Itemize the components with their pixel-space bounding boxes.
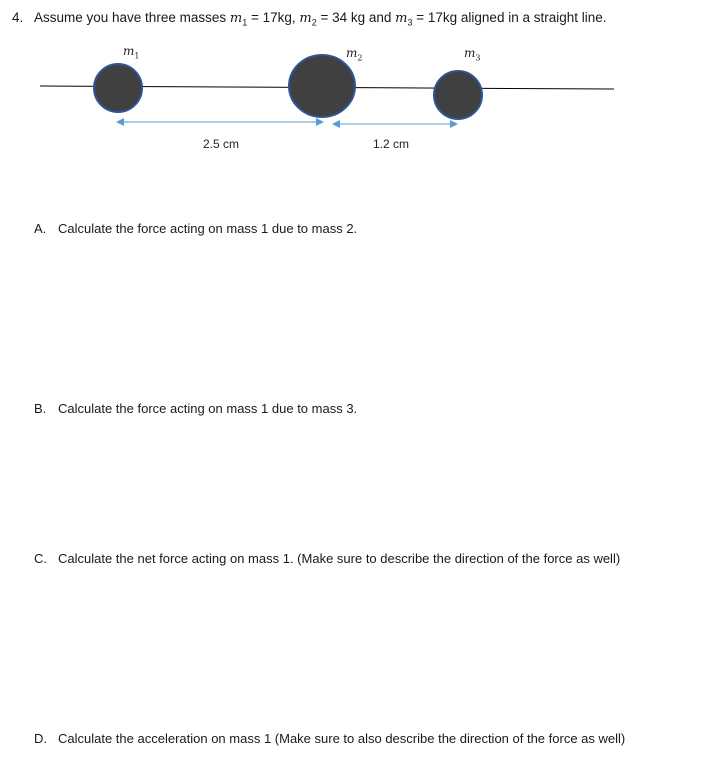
mass-1-label-symbol: m	[123, 44, 135, 58]
m3-subscript: 3	[407, 17, 413, 28]
mass-1-label-sub: 1	[134, 51, 140, 61]
part-c-text: Calculate the net force acting on mass 1. (Make sure to describe the direction of the force as well)	[58, 551, 621, 566]
m1-value: = 17kg,	[247, 10, 300, 25]
part-c	[34, 551, 620, 566]
m3-value: = 17kg aligned in a straight line.	[412, 10, 607, 25]
mass-3-label	[464, 46, 480, 62]
question-number: 4.	[12, 10, 24, 25]
mass-3-label-sub: 3	[475, 53, 481, 63]
part-d-letter: D.	[34, 731, 47, 746]
distance-1-label: 2.5 cm	[203, 137, 240, 151]
part-b-text: Calculate the force acting on mass 1 due to mass 3.	[58, 401, 358, 416]
mass-1-label	[123, 44, 139, 60]
part-a	[34, 221, 357, 236]
m2-subscript: 2	[311, 17, 317, 28]
part-d	[34, 731, 625, 746]
distance-2-label: 1.2 cm	[373, 137, 410, 151]
part-b-letter: B.	[34, 401, 47, 416]
masses-diagram	[0, 0, 701, 200]
m1-symbol: m	[229, 11, 243, 26]
mass-2-label-sub: 2	[357, 53, 363, 63]
mass-3-label-symbol: m	[464, 46, 476, 60]
part-d-text: Calculate the acceleration on mass 1 (Make sure to also describe the direction of the force as well)	[58, 731, 626, 746]
m2-symbol: m	[299, 11, 312, 26]
mass-2-circle	[289, 55, 355, 117]
m3-symbol: m	[395, 11, 408, 26]
m1-subscript: 1	[242, 17, 248, 28]
question-intro: Assume you have three masses	[34, 10, 227, 25]
m2-value: = 34 kg and	[316, 10, 396, 25]
part-a-letter: A.	[34, 221, 47, 236]
mass-2-label-symbol: m	[346, 46, 358, 60]
part-a-text: Calculate the force acting on mass 1 due to mass 2.	[58, 221, 358, 236]
part-c-letter: C.	[34, 551, 47, 566]
mass-3-circle	[434, 71, 482, 119]
part-b	[34, 401, 357, 416]
mass-2-label	[346, 46, 362, 62]
mass-1-circle	[94, 64, 142, 112]
